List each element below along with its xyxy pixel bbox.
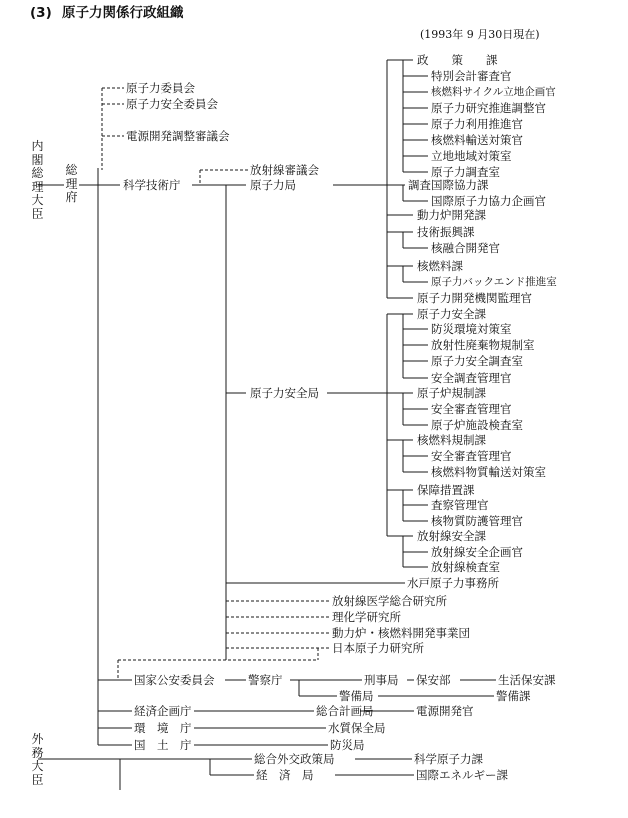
- disaster-prevention-bureau: 防災局: [330, 738, 365, 752]
- nsb-unit: 核物質防護管理官: [431, 514, 523, 528]
- section-number: (3): [30, 5, 52, 21]
- criminal-affairs-bureau: 刑事局: [364, 673, 399, 687]
- aeb-unit: 動力炉開発課: [417, 208, 486, 222]
- nsb-unit: 原子力安全課: [417, 307, 486, 321]
- national-public-safety-commission: 国家公安委員会: [134, 673, 215, 687]
- aeb-unit: 核燃料課: [417, 259, 463, 273]
- science-nuclear-division: 科学原子力課: [414, 752, 483, 766]
- national-land-agency: 国 土 庁: [134, 738, 192, 752]
- aeb-unit: 原子力研究推進調整官: [431, 101, 546, 115]
- cabinet-pm-label: 内閣総理大臣: [31, 139, 44, 221]
- environment-agency: 環 境 庁: [134, 721, 192, 735]
- economic-affairs-bureau: 経 済 局: [256, 768, 314, 782]
- science-technology-agency: 科学技術庁: [123, 178, 181, 192]
- radiation-council: 放射線審議会: [250, 163, 319, 177]
- aeb-unit: 原子力利用推進官: [431, 117, 523, 131]
- power-development-official: 電源開発官: [416, 704, 474, 718]
- aeb-unit: 核燃料輸送対策官: [431, 133, 523, 147]
- council-nuclear-safety: 原子力安全委員会: [126, 97, 218, 111]
- nsb-unit: 放射線検査室: [431, 560, 500, 574]
- nirs: 放射線医学総合研究所: [332, 594, 447, 608]
- nsb-unit: 原子炉規制課: [417, 386, 486, 400]
- general-planning-bureau: 総合計画局: [316, 704, 374, 718]
- nsb-unit: 安全審査管理官: [431, 402, 512, 416]
- nsb-unit: 保障措置課: [417, 483, 475, 497]
- aeb-unit: 政 策 課: [417, 53, 498, 67]
- council-atomic-energy: 原子力委員会: [126, 81, 195, 95]
- aeb-unit: 核燃料サイクル立地企画官: [431, 86, 556, 98]
- foreign-minister-label: 外務大臣: [31, 732, 44, 787]
- aeb-unit: 技術振興課: [417, 225, 475, 239]
- nsb-unit: 防災環境対策室: [431, 322, 512, 336]
- aeb-unit: 特別会計審査官: [431, 69, 512, 83]
- nsb-unit: 査察管理官: [431, 498, 489, 512]
- atomic-energy-bureau: 原子力局: [250, 178, 296, 192]
- mito-office: 水戸原子力事務所: [407, 576, 499, 590]
- nsb-unit: 放射線安全企画官: [431, 545, 523, 559]
- nsb-unit: 原子炉施設検査室: [431, 418, 523, 432]
- aeb-unit: 原子力調査室: [431, 165, 500, 179]
- council-power-development: 電源開発調整審議会: [126, 129, 230, 143]
- nsb-unit: 核燃料物質輸送対策室: [431, 465, 546, 479]
- nsb-unit: 放射性廃棄物規制室: [431, 338, 535, 352]
- pnc: 動力炉・核燃料開発事業団: [332, 626, 470, 640]
- nsb-unit: 安全調査管理官: [431, 371, 512, 385]
- nsb-unit: 核燃料規制課: [417, 433, 486, 447]
- nsb-unit: 原子力安全調査室: [431, 354, 523, 368]
- nsb-unit: 安全審査管理官: [431, 449, 512, 463]
- economic-planning-agency: 経済企画庁: [134, 704, 192, 718]
- foreign-policy-bureau: 総合外交政策局: [254, 752, 335, 766]
- aeb-unit: 調査国際協力課: [408, 178, 489, 192]
- aeb-unit: 国際原子力協力企画官: [431, 194, 546, 208]
- page-title: 原子力関係行政組織: [62, 5, 184, 21]
- aeb-unit: 立地地域対策室: [431, 149, 512, 163]
- security-division: 警備課: [496, 689, 531, 703]
- life-safety-division: 生活保安課: [498, 673, 556, 687]
- as-of-date: (1993年 9 月30日現在): [420, 28, 540, 41]
- nsb-unit: 放射線安全課: [417, 529, 486, 543]
- security-bureau: 警備局: [339, 689, 374, 703]
- pm-office-label: 総理府: [65, 163, 78, 204]
- aeb-unit: 原子力開発機関監理官: [417, 291, 532, 305]
- water-quality-bureau: 水質保全局: [328, 721, 386, 735]
- public-safety-department: 保安部: [416, 673, 451, 687]
- aeb-unit: 原子力バックエンド推進室: [431, 276, 557, 288]
- international-energy-division: 国際エネルギー課: [416, 768, 508, 782]
- nuclear-safety-bureau: 原子力安全局: [250, 386, 319, 400]
- national-police-agency: 警察庁: [248, 673, 283, 687]
- aeb-unit: 核融合開発官: [431, 241, 500, 255]
- jaeri: 日本原子力研究所: [332, 641, 424, 655]
- riken: 理化学研究所: [332, 610, 401, 624]
